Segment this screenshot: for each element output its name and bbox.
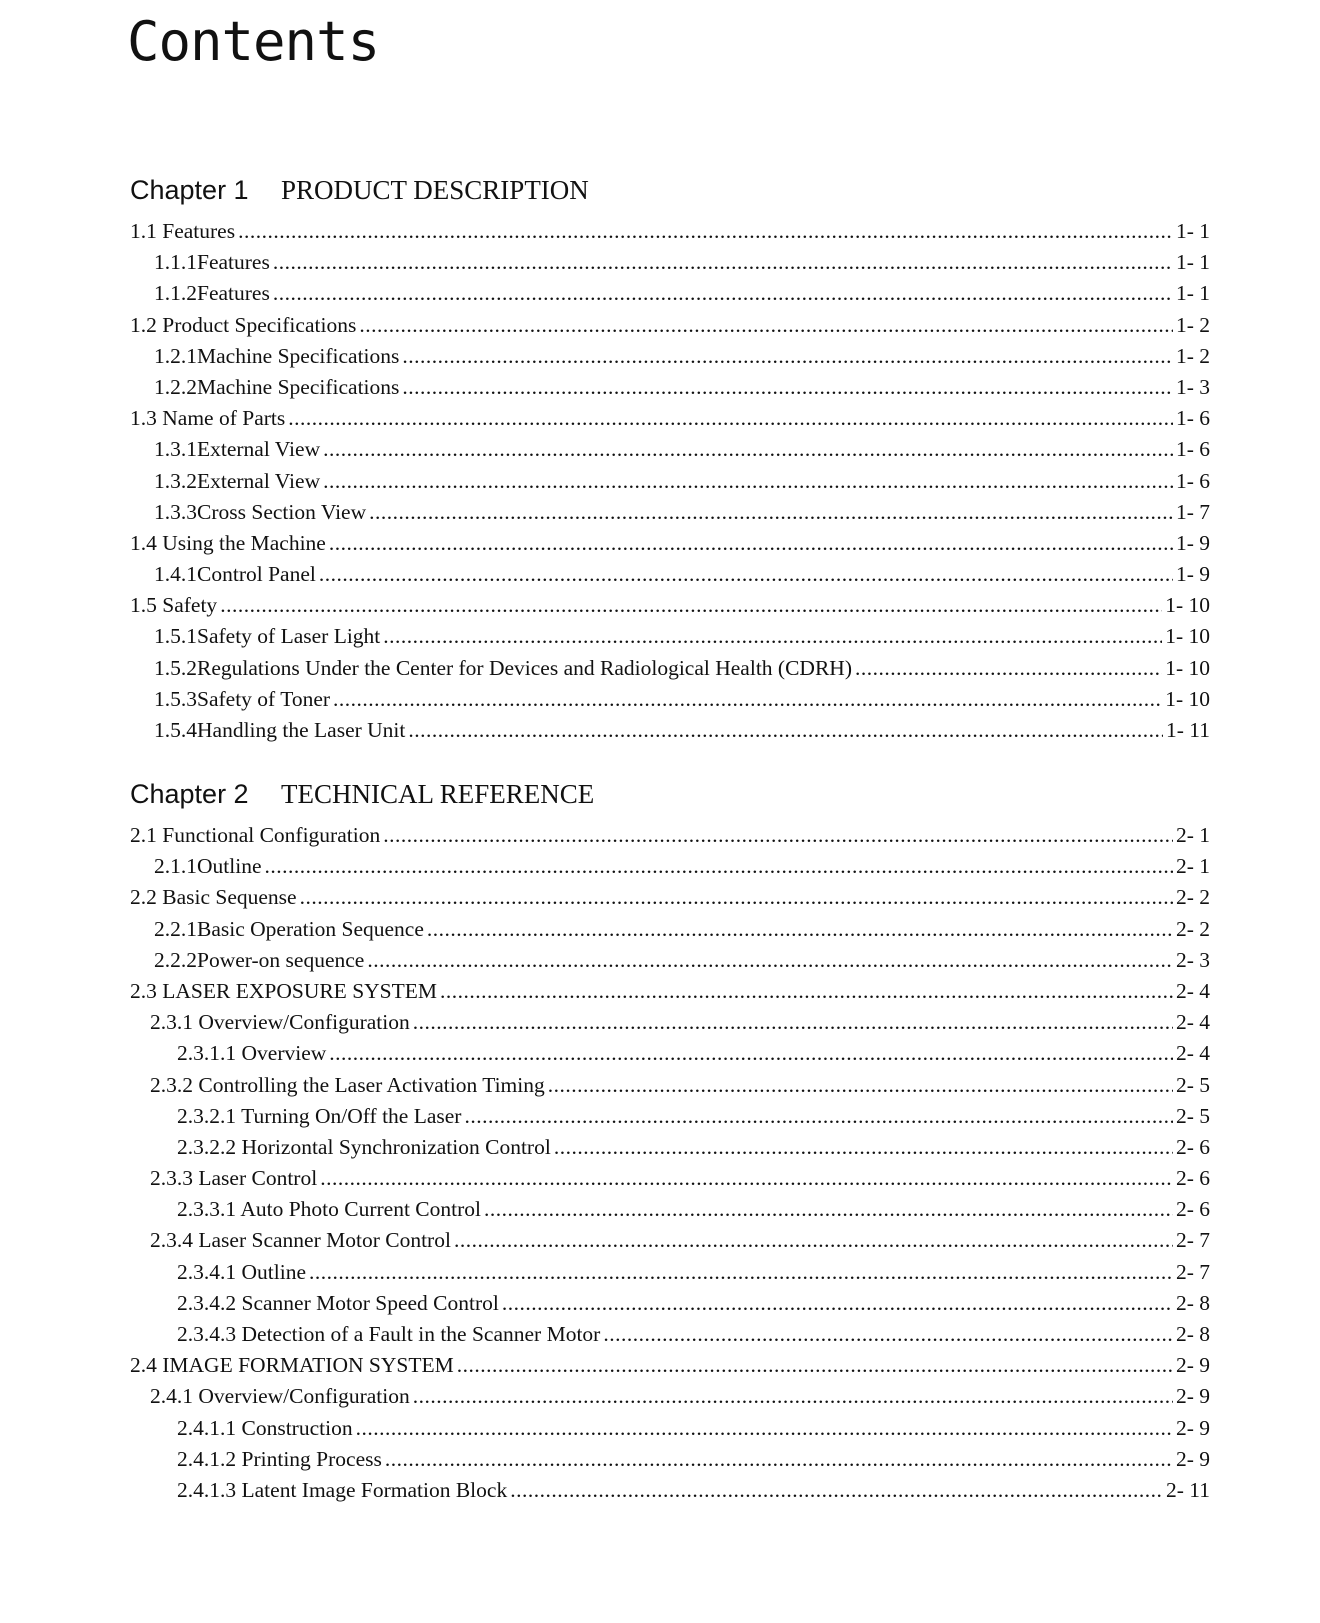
toc-entry-page: 2- 5 [1175, 1072, 1210, 1097]
toc-entry[interactable] [130, 247, 1210, 278]
dot-leader [413, 1007, 1173, 1038]
chapter-1-section [130, 170, 1210, 746]
toc-entry[interactable] [130, 310, 1210, 341]
toc-entry-title: 2.4.1.2 Printing Process [177, 1446, 382, 1471]
toc-entry-title: 2.2.2Power-on sequence [154, 947, 365, 972]
dot-leader [484, 1194, 1173, 1225]
dot-leader [454, 1225, 1173, 1256]
toc-entry-page: 1- 2 [1175, 312, 1210, 337]
dot-leader [329, 528, 1173, 559]
dot-leader [356, 1413, 1173, 1444]
toc-entry[interactable] [130, 216, 1210, 247]
dot-leader [369, 497, 1173, 528]
toc-entry-title: 2.3.3.1 Auto Photo Current Control [177, 1197, 481, 1222]
dot-leader [220, 590, 1162, 621]
chapter-title: PRODUCT DESCRIPTION [281, 175, 589, 205]
chapter-heading [130, 774, 1210, 814]
toc-entry-page: 1- 10 [1165, 686, 1210, 711]
dot-leader [554, 1132, 1173, 1163]
toc-entry-page: 1- 1 [1175, 250, 1210, 275]
toc-entry-title: 1.1.2Features [154, 281, 270, 306]
dot-leader [502, 1288, 1173, 1319]
chapter-title: TECHNICAL REFERENCE [281, 779, 595, 809]
toc-entry-page: 1- 6 [1175, 437, 1210, 462]
toc-entry-page: 1- 7 [1175, 499, 1210, 524]
toc-entry-page: 1- 10 [1165, 655, 1210, 680]
toc-entry-page: 2- 8 [1175, 1290, 1210, 1315]
toc-entry-page: 2- 1 [1175, 854, 1210, 879]
dot-leader [329, 1038, 1173, 1069]
toc-entry-title: 1.2.1Machine Specifications [154, 343, 400, 368]
toc-entry-title: 2.4.1.3 Latent Image Formation Block [177, 1477, 508, 1502]
toc-entry-page: 2- 7 [1175, 1228, 1210, 1253]
toc-entry-page: 2- 9 [1175, 1415, 1210, 1440]
toc-entry-page: 2- 1 [1175, 823, 1210, 847]
toc-entry[interactable] [130, 1070, 1210, 1101]
dot-leader [265, 851, 1173, 882]
toc-entry-title: 1.4.1Control Panel [154, 562, 316, 587]
toc-entry-page: 2- 2 [1175, 885, 1210, 910]
toc-entry-title: 2.1 Functional Configuration [130, 823, 381, 847]
toc-entry-title: 2.3.1.1 Overview [177, 1041, 327, 1066]
dot-leader [323, 466, 1173, 497]
toc-entry[interactable] [130, 684, 1210, 715]
toc-entry[interactable] [130, 1350, 1210, 1381]
dot-leader [427, 914, 1173, 945]
toc-entry-page: 2- 6 [1175, 1197, 1210, 1222]
toc-entry-title: 2.4.1 Overview/Configuration [150, 1384, 410, 1409]
toc-entry[interactable] [130, 1444, 1210, 1475]
toc-entry-title: 1.5.4Handling the Laser Unit [154, 718, 406, 742]
toc-entry-page: 2- 9 [1175, 1446, 1210, 1471]
dot-leader [548, 1070, 1173, 1101]
toc-entry[interactable] [130, 1319, 1210, 1350]
toc-entry-title: 2.3.4.1 Outline [177, 1259, 306, 1284]
toc-entry-page: 1- 9 [1175, 530, 1210, 555]
toc-entry-page: 1- 6 [1175, 406, 1210, 431]
toc-entry[interactable] [130, 466, 1210, 497]
toc-entry-title: 2.3.3 Laser Control [150, 1166, 318, 1191]
toc-entry[interactable] [130, 882, 1210, 913]
dot-leader [320, 1163, 1173, 1194]
chapter-label: Chapter 1 [130, 175, 249, 205]
toc-entry[interactable] [130, 653, 1210, 684]
chapter-heading [130, 170, 1210, 210]
dot-leader [383, 820, 1173, 851]
toc-entry-page: 2- 4 [1175, 1010, 1210, 1035]
toc-entry[interactable] [130, 851, 1210, 882]
toc-entry[interactable] [130, 1475, 1210, 1506]
dot-leader [855, 653, 1162, 684]
toc-entry-title: 1.1.1Features [154, 250, 270, 275]
toc-entry[interactable] [130, 528, 1210, 559]
toc-entry[interactable] [130, 590, 1210, 621]
toc-entry[interactable] [130, 945, 1210, 976]
toc-entry-page: 2- 7 [1175, 1259, 1210, 1284]
dot-leader [333, 684, 1162, 715]
toc-list [130, 216, 1210, 746]
toc-entry[interactable] [130, 1101, 1210, 1132]
dot-leader [319, 559, 1173, 590]
toc-entry[interactable] [130, 1194, 1210, 1225]
toc-entry[interactable] [130, 976, 1210, 1007]
toc-entry-page: 2- 2 [1175, 916, 1210, 941]
toc-entry-title: 1.5.2Regulations Under the Center for Devices and Radiological Health (CDRH) [154, 655, 852, 680]
toc-entry-page: 2- 4 [1175, 978, 1210, 1003]
toc-entry-page: 1- 1 [1175, 281, 1210, 306]
toc-entry-page: 2- 11 [1166, 1477, 1210, 1502]
toc-entry[interactable] [130, 341, 1210, 372]
toc-entry-page: 1- 3 [1175, 374, 1210, 399]
dot-leader [273, 247, 1173, 278]
toc-entry[interactable] [130, 1163, 1210, 1194]
toc-entry-title: 1.3.3Cross Section View [154, 499, 367, 524]
toc-entry-title: 1.5.1Safety of Laser Light [154, 624, 381, 649]
dot-leader [408, 715, 1163, 746]
dot-leader [603, 1319, 1173, 1350]
toc-entry-page: 2- 5 [1175, 1103, 1210, 1128]
toc-entry[interactable] [130, 278, 1210, 309]
dot-leader [359, 310, 1173, 341]
toc-entry-title: 2.2 Basic Sequense [130, 885, 297, 910]
toc-entry-title: 2.2.1Basic Operation Sequence [154, 916, 424, 941]
dot-leader [383, 621, 1162, 652]
dot-leader [510, 1475, 1163, 1506]
toc-entry-title: 1.1 Features [130, 219, 236, 243]
toc-entry[interactable] [130, 434, 1210, 465]
toc-entry-title: 2.3.2.2 Horizontal Synchronization Control [177, 1134, 551, 1159]
toc-entry-page: 1- 9 [1175, 562, 1210, 587]
toc-entry-page: 1- 10 [1165, 624, 1210, 649]
dot-leader [300, 882, 1173, 913]
dot-leader [367, 945, 1173, 976]
toc-entry-title: 2.4.1.1 Construction [177, 1415, 353, 1440]
toc-entry-title: 1.2 Product Specifications [130, 312, 357, 337]
toc-entry-page: 2- 6 [1175, 1166, 1210, 1191]
dot-leader [402, 372, 1173, 403]
toc-entry[interactable] [130, 1381, 1210, 1412]
toc-entry-title: 2.3.4.2 Scanner Motor Speed Control [177, 1290, 499, 1315]
chapter-2-section [130, 774, 1210, 1506]
toc-entry-title: 1.4 Using the Machine [130, 530, 326, 555]
toc-entry-page: 2- 4 [1175, 1041, 1210, 1066]
dot-leader [440, 976, 1173, 1007]
toc-entry[interactable] [130, 914, 1210, 945]
toc-entry[interactable] [130, 1257, 1210, 1288]
toc-entry[interactable] [130, 559, 1210, 590]
toc-entry-page: 1- 10 [1165, 593, 1210, 618]
chapter-label: Chapter 2 [130, 779, 249, 809]
toc-entry[interactable] [130, 1132, 1210, 1163]
toc-entry[interactable] [130, 715, 1210, 746]
toc-entry[interactable] [130, 497, 1210, 528]
toc-entry-page: 2- 9 [1175, 1353, 1210, 1378]
dot-leader [457, 1350, 1173, 1381]
dot-leader [464, 1101, 1172, 1132]
dot-leader [323, 434, 1173, 465]
toc-entry-page: 1- 1 [1175, 219, 1210, 243]
dot-leader [238, 216, 1173, 247]
dot-leader [385, 1444, 1173, 1475]
dot-leader [309, 1257, 1173, 1288]
dot-leader [413, 1381, 1173, 1412]
toc-entry-title: 1.5.3Safety of Toner [154, 686, 331, 711]
toc-entry-title: 2.3.2.1 Turning On/Off the Laser [177, 1103, 462, 1128]
page-title: Contents [127, 10, 380, 73]
toc-list [130, 820, 1210, 1506]
toc-entry-page: 2- 3 [1175, 947, 1210, 972]
toc-entry-page: 2- 8 [1175, 1322, 1210, 1346]
toc-entry[interactable] [130, 621, 1210, 652]
toc-entry[interactable] [130, 372, 1210, 403]
toc-entry-page: 2- 6 [1175, 1134, 1210, 1159]
toc-entry-title: 1.3.1External View [154, 437, 321, 462]
toc-entry-title: 1.3.2External View [154, 468, 321, 493]
toc-entry-page: 2- 9 [1175, 1384, 1210, 1409]
toc-entry[interactable] [130, 403, 1210, 434]
toc-entry-title: 1.2.2Machine Specifications [154, 374, 400, 399]
toc-entry-title: 1.5 Safety [130, 593, 218, 618]
toc-entry-title: 2.1.1Outline [154, 854, 262, 879]
dot-leader [273, 278, 1173, 309]
toc-entry-title: 2.3.4 Laser Scanner Motor Control [150, 1228, 451, 1253]
toc-entry-page: 1- 2 [1175, 343, 1210, 368]
toc-entry-title: 1.3 Name of Parts [130, 406, 286, 431]
toc-entry-page: 1- 6 [1175, 468, 1210, 493]
toc-entry[interactable] [130, 1007, 1210, 1038]
toc-entry-title: 2.3.1 Overview/Configuration [150, 1010, 410, 1035]
toc-entry[interactable] [130, 820, 1210, 851]
toc-entry-title: 2.3.4.3 Detection of a Fault in the Scanner Motor [177, 1322, 601, 1346]
toc-entry-title: 2.4 IMAGE FORMATION SYSTEM [130, 1353, 454, 1378]
dot-leader [402, 341, 1173, 372]
toc-entry-title: 2.3.2 Controlling the Laser Activation Timing [150, 1072, 545, 1097]
toc-entry-page: 1- 11 [1166, 718, 1210, 742]
toc-entry-title: 2.3 LASER EXPOSURE SYSTEM [130, 978, 438, 1003]
toc-entry[interactable] [130, 1413, 1210, 1444]
dot-leader [288, 403, 1173, 434]
toc-entry[interactable] [130, 1038, 1210, 1069]
toc-entry[interactable] [130, 1225, 1210, 1256]
toc-entry[interactable] [130, 1288, 1210, 1319]
